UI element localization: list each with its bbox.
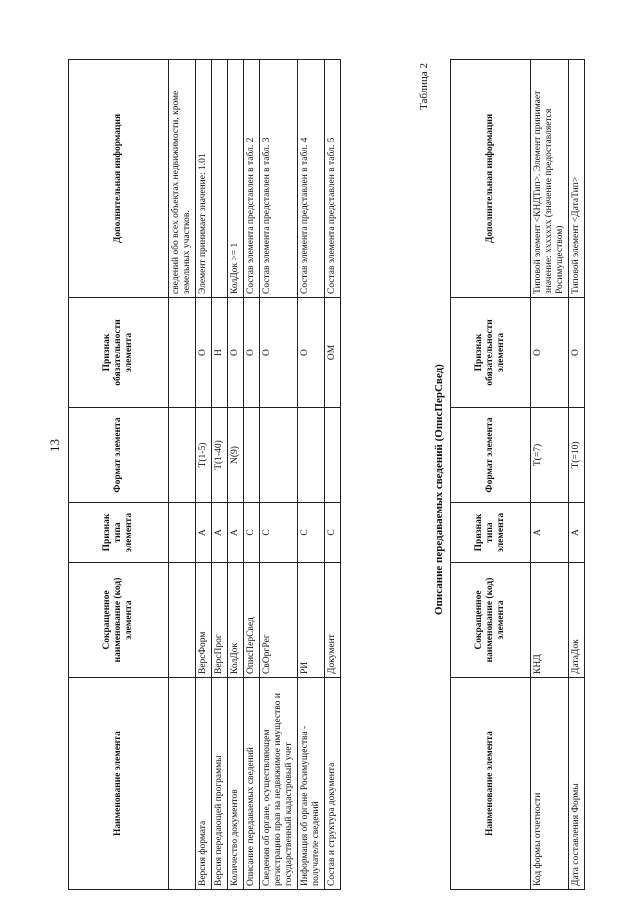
cell-type: С — [260, 503, 298, 563]
cell-code — [169, 563, 196, 678]
cell-type: С — [325, 503, 341, 563]
cell-type: С — [244, 503, 260, 563]
cell-required: О — [531, 298, 569, 408]
cell-code: ДатаДок — [569, 563, 585, 678]
cell-format: N(9) — [228, 408, 244, 503]
col-header-info: Дополнительная информация — [69, 60, 169, 298]
col-header-format: Формат элемента — [69, 408, 169, 503]
cell-required — [169, 298, 196, 408]
cell-info: Состав элемента представлен в табл. 3 — [260, 60, 298, 298]
cell-type: С — [298, 503, 325, 563]
cell-name: Сведения об органе, осуществляющем регистрацию прав на недвижимое имущество и государственный кадастровый учет — [260, 678, 298, 890]
table-row — [569, 60, 585, 890]
cell-format: Т(1-5) — [196, 408, 212, 503]
cell-format — [298, 408, 325, 503]
cell-type: А — [196, 503, 212, 563]
col-header-name: Наименование элемента — [69, 678, 169, 890]
table-2 — [450, 59, 585, 890]
cell-required: О — [569, 298, 585, 408]
cell-required: О — [228, 298, 244, 408]
cell-format: Т(=10) — [569, 408, 585, 503]
cell-required: О — [196, 298, 212, 408]
cell-format — [325, 408, 341, 503]
cell-code: СвОргРег — [260, 563, 298, 678]
col-header-code: Сокращенное наименование (код) элемента — [69, 563, 169, 678]
cell-format: Т(1-40) — [212, 408, 228, 503]
cell-format: Т(=7) — [531, 408, 569, 503]
table-row — [228, 60, 244, 890]
cell-code: КолДок — [228, 563, 244, 678]
cell-format — [169, 408, 196, 503]
cell-name: Состав и структура документа — [325, 678, 341, 890]
cell-name: Код формы отчетности — [531, 678, 569, 890]
cell-code: Документ — [325, 563, 341, 678]
table-row — [325, 60, 341, 890]
cell-name: Дата составления Формы — [569, 678, 585, 890]
col-header-info: Дополнительная информация — [451, 60, 531, 298]
cell-info: Типовой элемент <ДатаТип> — [569, 60, 585, 298]
cell-info: КолДок >= 1 — [228, 60, 244, 298]
cell-name — [169, 678, 196, 890]
cell-name: Информация об органе Росимущества - получателе сведений — [298, 678, 325, 890]
cell-type — [169, 503, 196, 563]
page-number: 13 — [47, 439, 62, 452]
cell-required: О — [244, 298, 260, 408]
table-row — [212, 60, 228, 890]
cell-info: Элемент принимает значение: 1.01 — [196, 60, 212, 298]
cell-code: КНД — [531, 563, 569, 678]
col-header-format: Формат элемента — [451, 408, 531, 503]
col-header-type: Признак типа элемента — [69, 503, 169, 563]
cell-code: ВерсПрог — [212, 563, 228, 678]
cell-required: О — [260, 298, 298, 408]
col-header-required: Признак обязательности элемента — [451, 298, 531, 408]
table-label: Таблица 2 — [418, 62, 430, 110]
cell-format — [260, 408, 298, 503]
col-header-code: Сокращенное наименование (код) элемента — [451, 563, 531, 678]
cell-code: РИ — [298, 563, 325, 678]
cell-name: Количество документов — [228, 678, 244, 890]
col-header-name: Наименование элемента — [451, 678, 531, 890]
cell-name: Версия передающей программы — [212, 678, 228, 890]
table-1 — [68, 59, 341, 890]
col-header-required: Признак обязательности элемента — [69, 298, 169, 408]
table-caption: Описание передаваемых сведений (ОписПерСвед) — [433, 364, 445, 615]
table-row — [531, 60, 569, 890]
table-1-header — [69, 60, 169, 890]
table-row — [196, 60, 212, 890]
cell-info: Состав элемента представлен в табл. 4 — [298, 60, 325, 298]
table-2-header — [451, 60, 531, 890]
table-1-wrapper — [68, 60, 341, 890]
table-row — [244, 60, 260, 890]
cell-type: А — [228, 503, 244, 563]
cell-type: А — [531, 503, 569, 563]
table-row — [260, 60, 298, 890]
cell-required: Н — [212, 298, 228, 408]
cell-name: Описание передаваемых сведений — [244, 678, 260, 890]
cell-format — [244, 408, 260, 503]
cell-info — [212, 60, 228, 298]
cell-type: А — [212, 503, 228, 563]
cell-name: Версия формата — [196, 678, 212, 890]
cell-info: Типовой элемент <КНДТип>. Элемент принимает значение: xxxxxxx (значение предоставляется Росимуществом) — [531, 60, 569, 298]
cell-code: ОписПерСвед — [244, 563, 260, 678]
cell-info: Состав элемента представлен в табл. 5 — [325, 60, 341, 298]
cell-info: Состав элемента представлен в табл. 2 — [244, 60, 260, 298]
col-header-type: Признак типа элемента — [451, 503, 531, 563]
cell-required: ОМ — [325, 298, 341, 408]
cell-type: А — [569, 503, 585, 563]
table-row — [169, 60, 196, 890]
cell-code: ВерсФорм — [196, 563, 212, 678]
cell-info: сведений обо всех объектах недвижимости, кроме земельных участков. — [169, 60, 196, 298]
cell-required: О — [298, 298, 325, 408]
table-row — [298, 60, 325, 890]
table-2-wrapper — [450, 60, 585, 890]
